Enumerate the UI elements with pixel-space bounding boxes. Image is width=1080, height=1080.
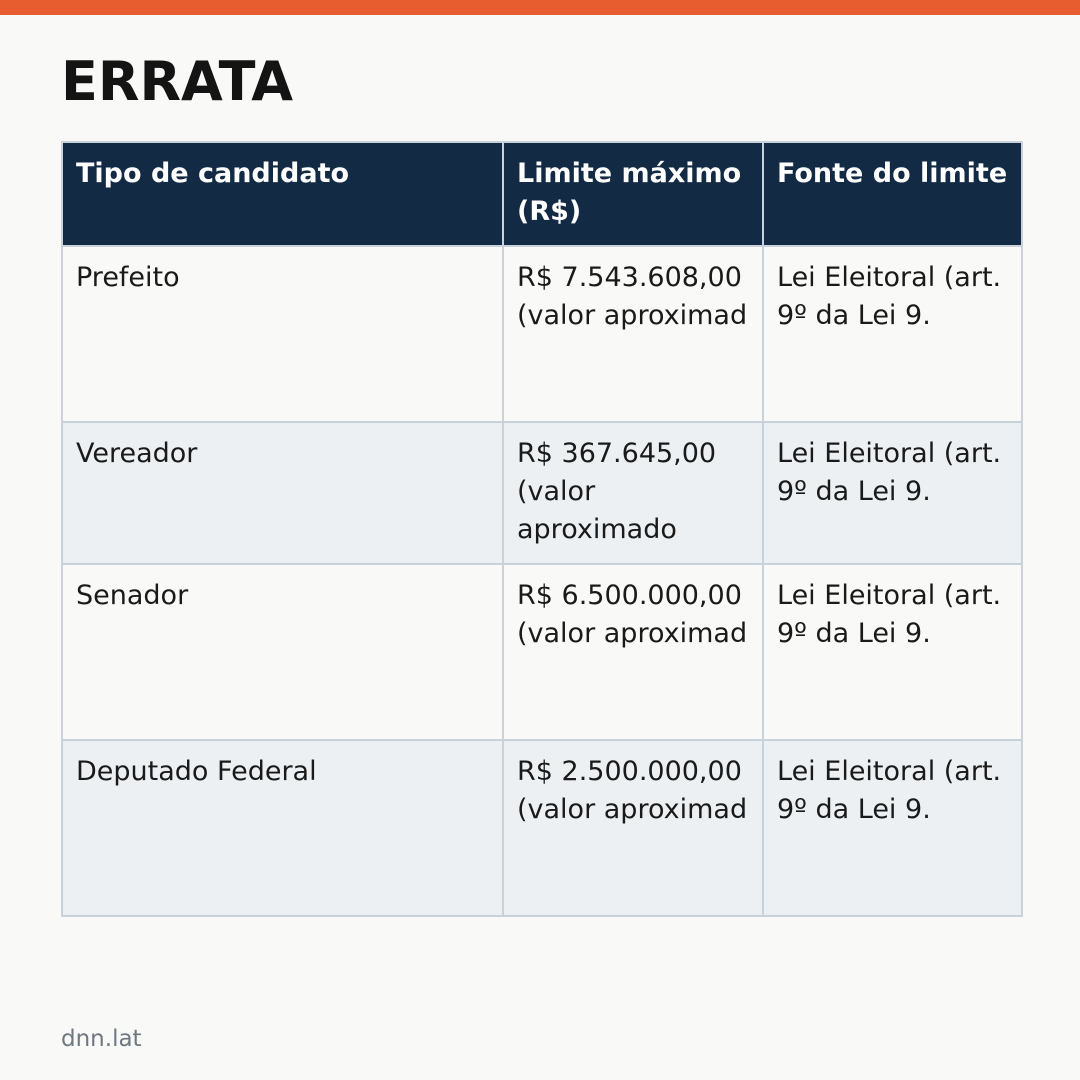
limit-source-cell: Lei Eleitoral (art. 9º da Lei 9.	[763, 740, 1022, 916]
limit-source-cell: Lei Eleitoral (art. 9º da Lei 9.	[763, 246, 1022, 422]
errata-table	[61, 141, 1023, 917]
footer-site-name: dnn.lat	[61, 1026, 142, 1052]
candidate-type-cell: Deputado Federal	[62, 740, 503, 916]
page-title: ERRATA	[61, 50, 294, 113]
table-header-row	[62, 142, 1022, 246]
candidate-type-cell: Vereador	[62, 422, 503, 564]
table-row	[62, 246, 1022, 422]
top-accent-bar	[0, 0, 1080, 15]
column-header-candidate-type: Tipo de candidato	[62, 142, 503, 246]
limit-source-cell: Lei Eleitoral (art. 9º da Lei 9.	[763, 422, 1022, 564]
table-row	[62, 564, 1022, 740]
table-row	[62, 422, 1022, 564]
column-header-limit-source: Fonte do limite	[763, 142, 1022, 246]
table-row	[62, 740, 1022, 916]
max-limit-cell: R$ 2.500.000,00 (valor aproximad	[503, 740, 763, 916]
max-limit-cell: R$ 367.645,00 (valor aproximado	[503, 422, 763, 564]
max-limit-cell: R$ 6.500.000,00 (valor aproximad	[503, 564, 763, 740]
column-header-max-limit: Limite máximo (R$)	[503, 142, 763, 246]
max-limit-cell: R$ 7.543.608,00 (valor aproximad	[503, 246, 763, 422]
candidate-type-cell: Prefeito	[62, 246, 503, 422]
candidate-type-cell: Senador	[62, 564, 503, 740]
limit-source-cell: Lei Eleitoral (art. 9º da Lei 9.	[763, 564, 1022, 740]
